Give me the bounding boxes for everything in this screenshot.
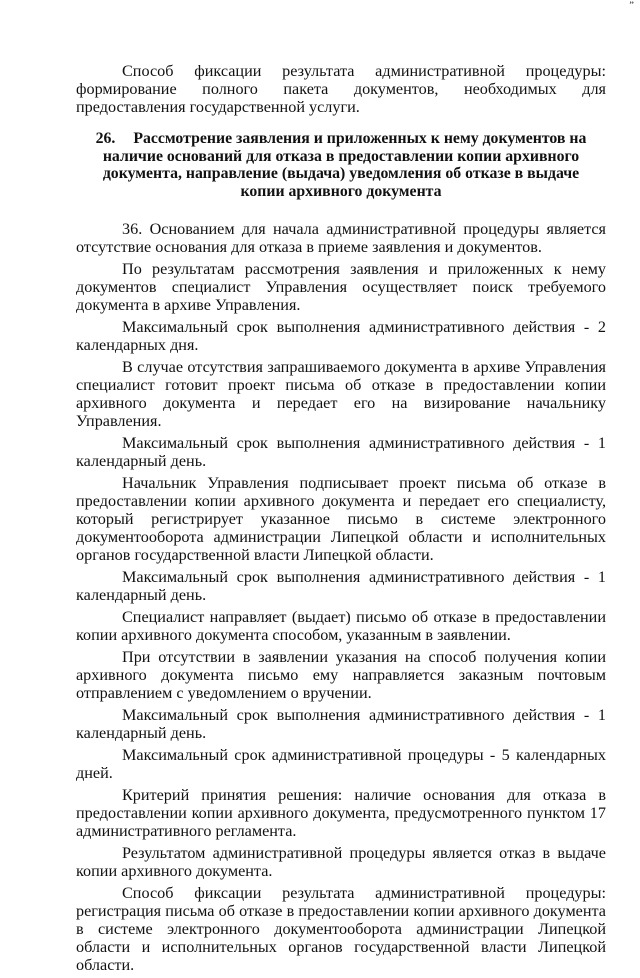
paragraph-send-letter: Специалист направляет (выдает) письмо об отказе в предоставлении копии архивного документа способом, указанным в заявлении. [76, 608, 606, 644]
section-number: 26. [95, 130, 116, 147]
paragraph-fixation: Способ фиксации результата административной процедуры: регистрация письма об отказе в предоставлении копии архивного документа в системе электронного документооборота администрации Липецкой области и исполнительных органов государственной власти Липецкой области. [76, 884, 606, 974]
section-heading [76, 130, 606, 200]
paragraph-criterion: Критерий принятия решения: наличие основания для отказа в предоставлении копии архивного документа, предусмотренного пунктом 17 административного регламента. [76, 786, 606, 840]
paragraph-36: 36. Основанием для начала административной процедуры является отсутствие основания для отказа в приеме заявления и документов. [76, 220, 606, 256]
paragraph-result: Результатом административной процедуры является отказ в выдаче копии архивного документа. [76, 844, 606, 880]
paragraph-draft-letter: В случае отсутствия запрашиваемого документа в архиве Управления специалист готовит проект письма об отказе в предоставлении копии архивного документа и передает его на визирование начальнику Управления. [76, 358, 606, 430]
corner-mark: ’’ [629, 0, 634, 9]
paragraph-mail: При отсутствии в заявлении указания на способ получения копии архивного документа письмо ему направляется заказным почтовым отправлением с уведомлением о вручении. [76, 648, 606, 702]
paragraph-term-1: Максимальный срок выполнения административного действия - 2 календарных дня. [76, 318, 606, 354]
paragraph-search: По результатам рассмотрения заявления и приложенных к нему документов специалист Управления осуществляет поиск требуемого документа в архиве Управления. [76, 260, 606, 314]
paragraph-total-term: Максимальный срок административной процедуры - 5 календарных дней. [76, 746, 606, 782]
paragraph-term-3: Максимальный срок выполнения административного действия - 1 календарный день. [76, 568, 606, 604]
paragraph-sign-letter: Начальник Управления подписывает проект письма об отказе в предоставлении копии архивного документа и передает его специалисту, который регистрирует указанное письмо в системе электронного документооборота администрации Липецкой области и исполнительных органов государственной власти Липецкой области. [76, 474, 606, 564]
document-page [76, 62, 606, 978]
section-title: Рассмотрение заявления и приложенных к нему документов на наличие оснований для отказа в предоставлении копии архивного документа, направление (выдача) уведомления об отказе в выдаче копии архивного документа [102, 130, 587, 200]
paragraph-term-4: Максимальный срок выполнения административного действия - 1 календарный день. [76, 706, 606, 742]
intro-paragraph: Способ фиксации результата административной процедуры: формирование полного пакета документов, необходимых для предоставления государственной услуги. [76, 62, 606, 116]
paragraph-term-2: Максимальный срок выполнения административного действия - 1 календарный день. [76, 434, 606, 470]
